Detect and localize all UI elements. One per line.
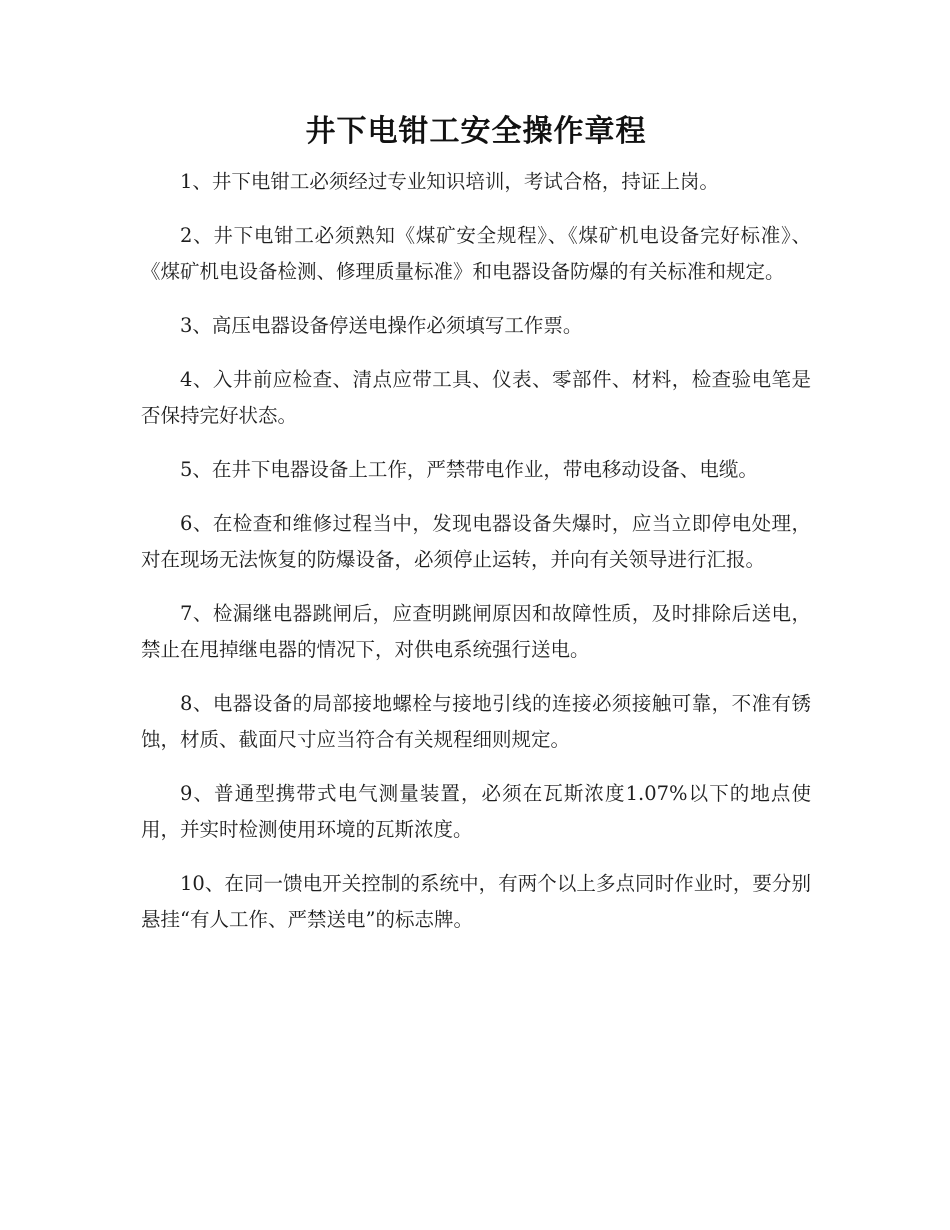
rule-paragraph-4: 4、入井前应检查、清点应带工具、仪表、零部件、材料，检查验电笔是否保持完好状态。: [141, 368, 811, 427]
rule-paragraph-2: 2、井下电钳工必须熟知《煤矿安全规程》、《煤矿机电设备完好标准》、《煤矿机电设备检测、修理质量标准》和电器设备防爆的有关标准和规定。: [141, 224, 811, 283]
rule-paragraph-8: 8、电器设备的局部接地螺栓与接地引线的连接必须接触可靠，不准有锈蚀，材质、截面尺寸应当符合有关规程细则规定。: [141, 692, 811, 751]
document-title: 井下电钳工安全操作章程: [305, 114, 647, 149]
rule-paragraph-9: 9、普通型携带式电气测量装置，必须在瓦斯浓度1.07%以下的地点使用，并实时检测使用环境的瓦斯浓度。: [141, 782, 811, 841]
rule-paragraph-1: 1、井下电钳工必须经过专业知识培训，考试合格，持证上岗。: [180, 170, 719, 193]
rule-paragraph-6: 6、在检查和维修过程当中，发现电器设备失爆时，应当立即停电处理，对在现场无法恢复的防爆设备，必须停止运转，并向有关领导进行汇报。: [141, 512, 811, 571]
rule-paragraph-7: 7、检漏继电器跳闸后，应查明跳闸原因和故障性质，及时排除后送电，禁止在甩掉继电器的情况下，对供电系统强行送电。: [141, 602, 811, 661]
rule-paragraph-3: 3、高压电器设备停送电操作必须填写工作票。: [180, 314, 583, 337]
rule-paragraph-10: 10、在同一馈电开关控制的系统中，有两个以上多点同时作业时，要分别悬挂“有人工作、严禁送电”的标志牌。: [141, 872, 811, 931]
rule-paragraph-5: 5、在井下电器设备上工作，严禁带电作业，带电移动设备、电缆。: [180, 458, 758, 481]
document-page: [141, 110, 811, 956]
